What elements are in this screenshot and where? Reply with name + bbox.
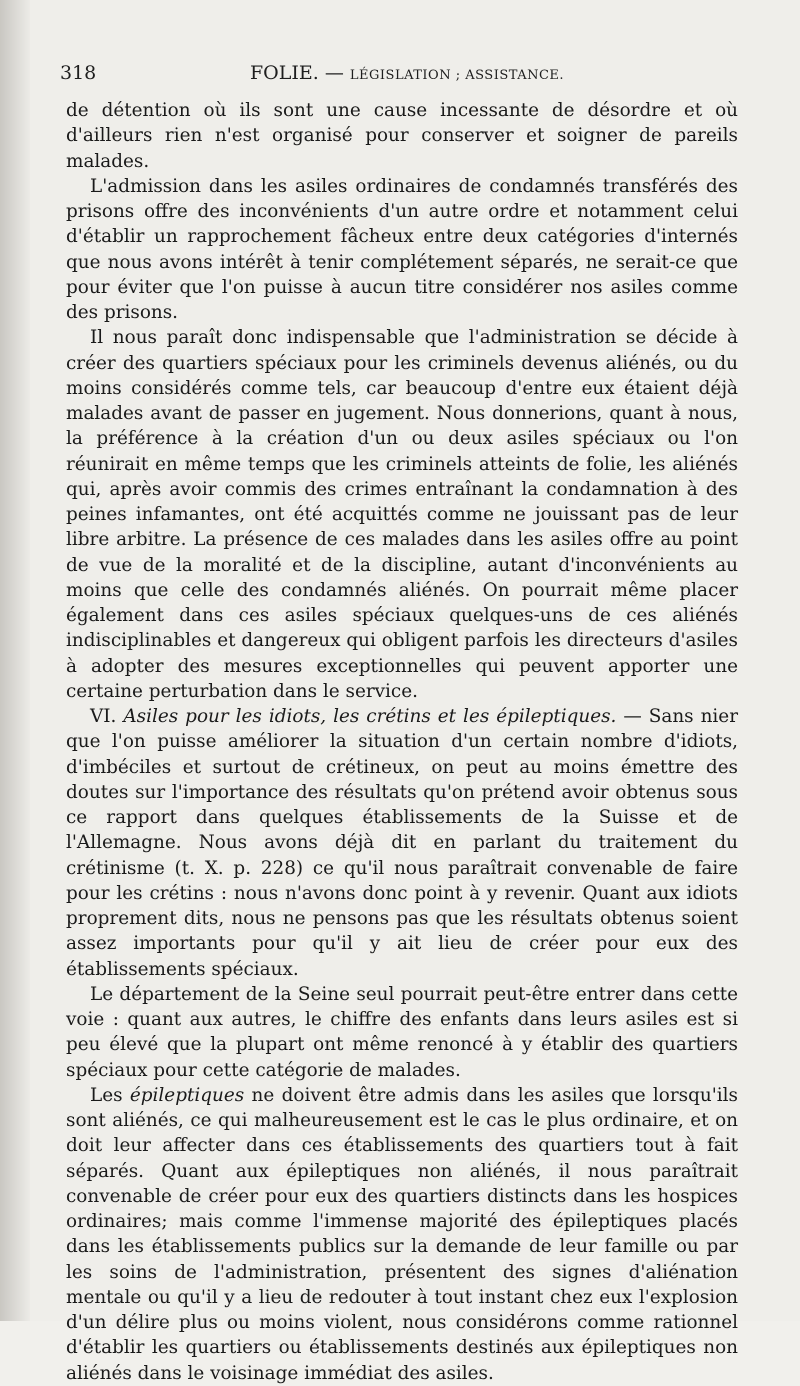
paragraph-text: ne doivent être admis dans les asiles que lorsqu'ils sont aliénés, ce qui malheureusement est le cas le plus ordinaire, et on doit leur affecter dans ces établissements des quartiers tout à fait séparés. Quant aux épileptiques non aliénés, il nous paraîtrait convenable de créer pour eux des quartiers distincts dans les hospices ordinaires; mais comme l'immense majorité des épileptiques placés dans les établissements publics sur la demande de leur famille ou par les soins de l'administration, présentent des signes d'aliénation mentale ou qu'il y a lieu de redouter à tout instant chez eux l'explosion d'un délire plus ou moins violent, nous considérons comme rationnel d'établir les quartiers ou établissements destinés aux épileptiques non aliénés dans le voisinage immédiat des asiles. <box>66 1084 738 1384</box>
paragraph-text: — Sans nier que l'on puisse améliorer la situation d'un certain nombre d'idiots, d'imbéciles et surtout de crétineux, on peut au moins émettre des doutes sur l'importance des résultats qu'on prétend avoir obtenus sous ce rapport dans quelques établissements de la Suisse et de l'Allemagne. Nous avons déjà dit en parlant du traitement du crétinisme (t. X. p. 228) ce qu'il nous paraîtrait convenable de faire pour les crétins : nous n'avons donc point à y revenir. Quant aux idiots proprement dits, nous ne pensons pas que les résultats obtenus soient assez importants pour qu'il y ait lieu de créer pour eux des établissements spéciaux. <box>66 706 738 980</box>
section-number: VI. <box>90 706 124 727</box>
paragraph-text: Le département de la Seine seul pourrait peut-être entrer dans cette voie : quant aux autres, le chiffre des enfants dans leurs asiles est si peu élevé que la plupart ont même renoncé à y établir des quartiers spéciaux pour cette catégorie de malades. <box>66 983 738 1081</box>
paragraph-text: de détention où ils sont une cause incessante de désordre et où d'ailleurs rien n'est organisé pour conserver et soigner de pareils malades. <box>66 100 738 172</box>
paragraph-continuation <box>66 98 738 174</box>
running-title-main: FOLIE. <box>250 62 319 84</box>
page-gutter-shadow <box>0 0 30 1321</box>
running-title-subtitle: LÉGISLATION ; ASSISTANCE. <box>349 68 565 83</box>
paragraph-admission-condamnes <box>66 174 738 326</box>
paragraph-departement-seine <box>66 982 738 1083</box>
body-text <box>66 98 738 1386</box>
paragraph-section-vi <box>66 704 738 982</box>
paragraph-text: Il nous paraît donc indispensable que l'administration se décide à créer des quartiers spéciaux pour les criminels devenus aliénés, ou du moins considérés comme tels, car beaucoup d'entre eux étaient déjà malades avant de passer en jugement. Nous donnerions, quant à nous, la préférence à la création d'un ou deux asiles spéciaux ou l'on réunirait en même temps que les criminels atteints de folie, les aliénés qui, après avoir commis des crimes entraînant la condamnation à des peines infamantes, ont été acquittés comme ne jouissant pas de leur libre arbitre. La présence de ces malades dans les asiles offre au point de vue de la moralité et de la discipline, autant d'inconvénients au moins que celle des condamnés aliénés. On pourrait même placer également dans ces asiles spéciaux quelques-uns de ces aliénés indisciplinables et dangereux qui obligent parfois les directeurs d'asiles à adopter des mesures exceptionnelles qui peuvent apporter une certaine perturbation dans le service. <box>66 327 738 702</box>
emphasized-term: épileptiques <box>129 1084 245 1106</box>
paragraph-text: L'admission dans les asiles ordinaires de condamnés transférés des prisons offre des inconvénients d'un autre ordre et notamment celui d'établir un rapprochement fâcheux entre deux catégories d'internés que nous avons intérêt à tenir complétement séparés, ne serait-ce que pour éviter que l'on puisse à aucun titre considérer nos asiles comme des prisons. <box>66 175 738 323</box>
page-number: 318 <box>60 62 97 84</box>
running-title <box>250 62 564 84</box>
paragraph-epileptiques <box>66 1083 738 1386</box>
paragraph-lead: Les <box>90 1084 130 1106</box>
section-heading: Asiles pour les idiots, les crétins et les épileptiques. <box>123 706 617 727</box>
paragraph-quartiers-speciaux <box>66 325 738 704</box>
running-title-dash: — <box>318 62 350 84</box>
running-header <box>60 60 740 90</box>
